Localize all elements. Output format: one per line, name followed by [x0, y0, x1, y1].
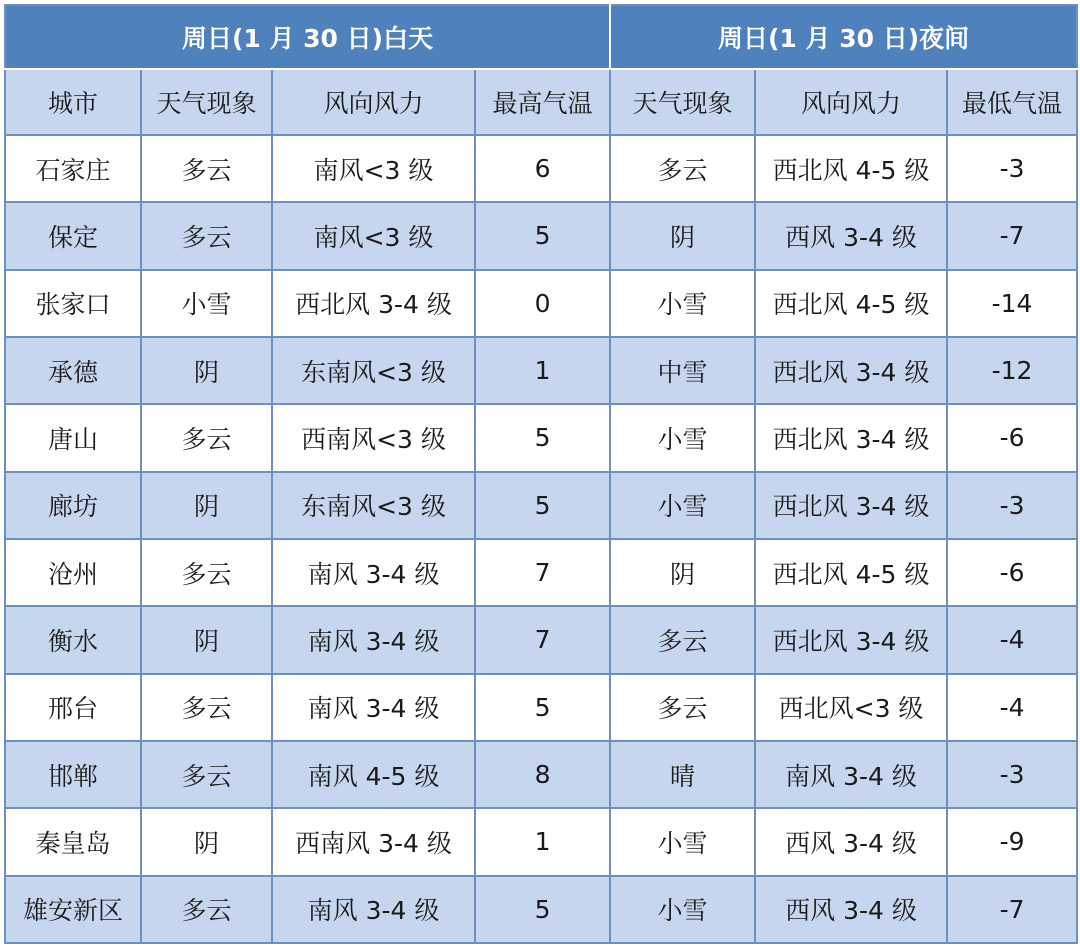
- table-row: [5, 472, 1077, 539]
- column-header-row: [5, 69, 1077, 135]
- table-row: [5, 539, 1077, 606]
- max-temp-cell: 1: [475, 337, 610, 404]
- table-row: [5, 674, 1077, 741]
- min-temp-cell: -7: [947, 202, 1077, 269]
- column-header-night-wind: 风向风力: [755, 69, 947, 135]
- day-weather-cell: 小雪: [141, 270, 272, 337]
- night-weather-cell: 小雪: [610, 876, 755, 943]
- max-temp-cell: 0: [475, 270, 610, 337]
- city-cell: 衡水: [5, 606, 141, 673]
- table-row: [5, 202, 1077, 269]
- day-weather-cell: 多云: [141, 674, 272, 741]
- day-weather-cell: 多云: [141, 876, 272, 943]
- table-row: [5, 270, 1077, 337]
- day-weather-cell: 阴: [141, 472, 272, 539]
- city-cell: 张家口: [5, 270, 141, 337]
- night-weather-cell: 阴: [610, 539, 755, 606]
- night-weather-cell: 中雪: [610, 337, 755, 404]
- table-row: [5, 404, 1077, 471]
- day-period-header: 周日(1 月 30 日)白天: [5, 5, 610, 69]
- city-cell: 保定: [5, 202, 141, 269]
- column-header-max-temp: 最高气温: [475, 69, 610, 135]
- night-wind-cell: 西北风 3-4 级: [755, 404, 947, 471]
- column-header-day-weather: 天气现象: [141, 69, 272, 135]
- night-period-header: 周日(1 月 30 日)夜间: [610, 5, 1077, 69]
- table-row: [5, 808, 1077, 875]
- day-wind-cell: 南风 3-4 级: [272, 606, 475, 673]
- day-weather-cell: 阴: [141, 337, 272, 404]
- night-weather-cell: 小雪: [610, 472, 755, 539]
- night-weather-cell: 多云: [610, 135, 755, 202]
- table-row: [5, 337, 1077, 404]
- day-wind-cell: 南风<3 级: [272, 202, 475, 269]
- day-weather-cell: 多云: [141, 539, 272, 606]
- day-weather-cell: 多云: [141, 135, 272, 202]
- day-wind-cell: 南风 3-4 级: [272, 876, 475, 943]
- weather-forecast-table-container: [4, 4, 1076, 944]
- city-cell: 廊坊: [5, 472, 141, 539]
- min-temp-cell: -4: [947, 674, 1077, 741]
- city-cell: 唐山: [5, 404, 141, 471]
- city-cell: 雄安新区: [5, 876, 141, 943]
- day-wind-cell: 南风 3-4 级: [272, 674, 475, 741]
- min-temp-cell: -7: [947, 876, 1077, 943]
- night-wind-cell: 西风 3-4 级: [755, 202, 947, 269]
- day-wind-cell: 东南风<3 级: [272, 472, 475, 539]
- table-row: [5, 135, 1077, 202]
- period-header-row: [5, 5, 1077, 69]
- min-temp-cell: -3: [947, 741, 1077, 808]
- max-temp-cell: 7: [475, 606, 610, 673]
- min-temp-cell: -4: [947, 606, 1077, 673]
- table-row: [5, 741, 1077, 808]
- night-weather-cell: 小雪: [610, 270, 755, 337]
- night-weather-cell: 晴: [610, 741, 755, 808]
- table-row: [5, 606, 1077, 673]
- day-wind-cell: 西南风 3-4 级: [272, 808, 475, 875]
- min-temp-cell: -12: [947, 337, 1077, 404]
- night-weather-cell: 多云: [610, 674, 755, 741]
- night-wind-cell: 西北风<3 级: [755, 674, 947, 741]
- column-header-city: 城市: [5, 69, 141, 135]
- night-wind-cell: 西北风 4-5 级: [755, 270, 947, 337]
- city-cell: 邢台: [5, 674, 141, 741]
- night-weather-cell: 小雪: [610, 808, 755, 875]
- column-header-day-wind: 风向风力: [272, 69, 475, 135]
- max-temp-cell: 5: [475, 202, 610, 269]
- day-weather-cell: 阴: [141, 606, 272, 673]
- min-temp-cell: -9: [947, 808, 1077, 875]
- day-wind-cell: 东南风<3 级: [272, 337, 475, 404]
- night-wind-cell: 西风 3-4 级: [755, 876, 947, 943]
- column-header-night-weather: 天气现象: [610, 69, 755, 135]
- night-wind-cell: 西北风 3-4 级: [755, 606, 947, 673]
- city-cell: 邯郸: [5, 741, 141, 808]
- night-wind-cell: 西北风 3-4 级: [755, 337, 947, 404]
- day-wind-cell: 南风 3-4 级: [272, 539, 475, 606]
- city-cell: 沧州: [5, 539, 141, 606]
- max-temp-cell: 8: [475, 741, 610, 808]
- city-cell: 承德: [5, 337, 141, 404]
- day-weather-cell: 多云: [141, 202, 272, 269]
- night-wind-cell: 南风 3-4 级: [755, 741, 947, 808]
- max-temp-cell: 6: [475, 135, 610, 202]
- table-body: [5, 135, 1077, 943]
- night-wind-cell: 西北风 4-5 级: [755, 539, 947, 606]
- min-temp-cell: -6: [947, 539, 1077, 606]
- night-wind-cell: 西北风 4-5 级: [755, 135, 947, 202]
- night-weather-cell: 小雪: [610, 404, 755, 471]
- max-temp-cell: 5: [475, 674, 610, 741]
- min-temp-cell: -6: [947, 404, 1077, 471]
- max-temp-cell: 7: [475, 539, 610, 606]
- max-temp-cell: 5: [475, 404, 610, 471]
- day-weather-cell: 阴: [141, 808, 272, 875]
- min-temp-cell: -3: [947, 472, 1077, 539]
- day-weather-cell: 多云: [141, 741, 272, 808]
- day-wind-cell: 西南风<3 级: [272, 404, 475, 471]
- night-wind-cell: 西风 3-4 级: [755, 808, 947, 875]
- city-cell: 石家庄: [5, 135, 141, 202]
- night-weather-cell: 阴: [610, 202, 755, 269]
- max-temp-cell: 1: [475, 808, 610, 875]
- city-cell: 秦皇岛: [5, 808, 141, 875]
- day-weather-cell: 多云: [141, 404, 272, 471]
- night-wind-cell: 西北风 3-4 级: [755, 472, 947, 539]
- max-temp-cell: 5: [475, 876, 610, 943]
- weather-forecast-table: [4, 4, 1078, 944]
- night-weather-cell: 多云: [610, 606, 755, 673]
- day-wind-cell: 南风 4-5 级: [272, 741, 475, 808]
- day-wind-cell: 南风<3 级: [272, 135, 475, 202]
- table-row: [5, 876, 1077, 943]
- min-temp-cell: -3: [947, 135, 1077, 202]
- min-temp-cell: -14: [947, 270, 1077, 337]
- column-header-min-temp: 最低气温: [947, 69, 1077, 135]
- day-wind-cell: 西北风 3-4 级: [272, 270, 475, 337]
- max-temp-cell: 5: [475, 472, 610, 539]
